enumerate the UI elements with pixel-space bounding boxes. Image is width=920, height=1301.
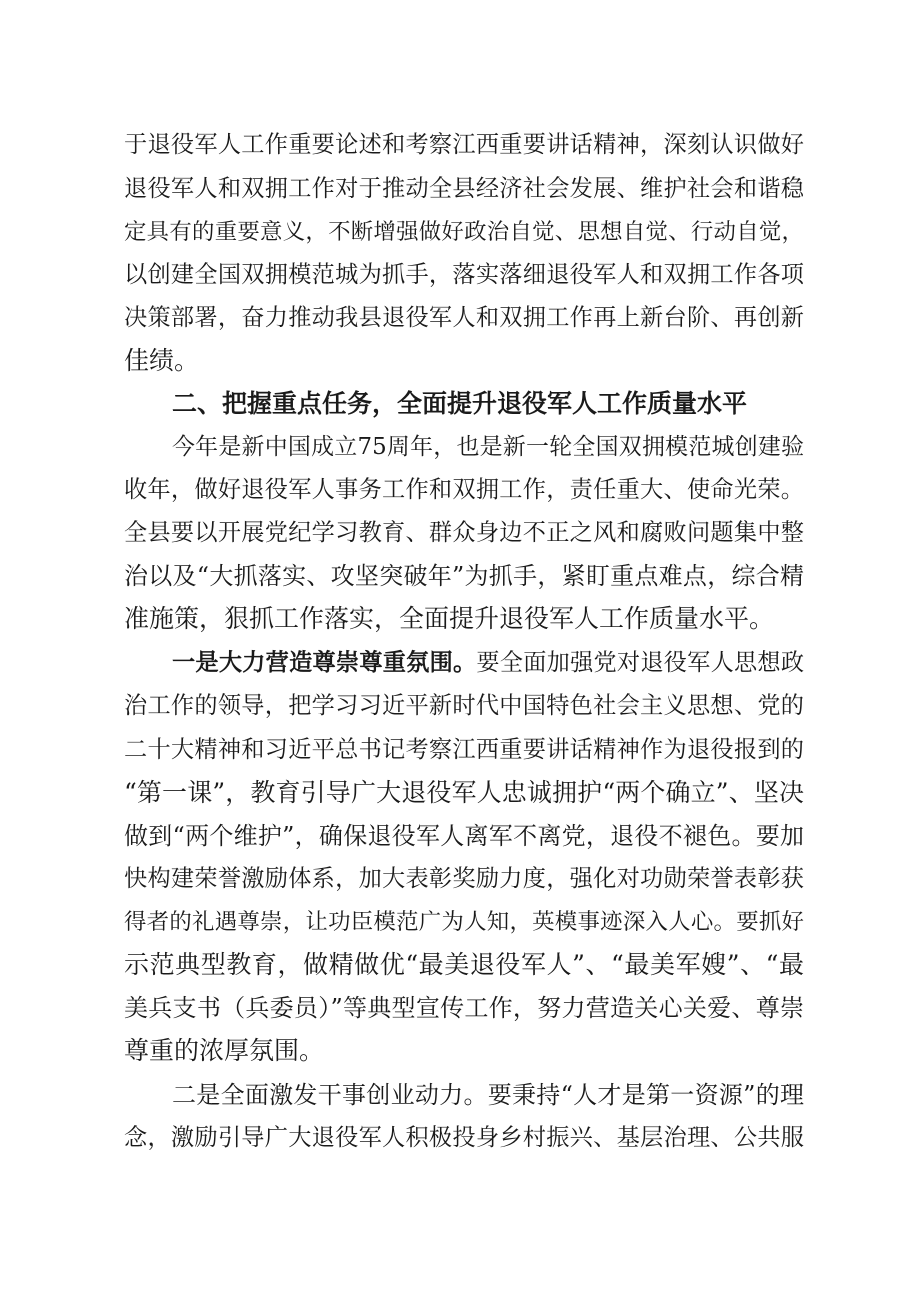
body-line: 示范典型教育，做精做优“最美退役军人”、“最美军嫂”、“最 <box>124 950 804 979</box>
body-line: 尊重的浓厚氛围。 <box>124 1036 325 1065</box>
paragraph-lead-line <box>172 648 804 678</box>
body-line: 定具有的重要意义，不断增强做好政治自觉、思想自觉、行动自觉， <box>124 219 804 245</box>
body-line: 念，激励引导广大退役军人积极投身乡村振兴、基层治理、公共服 <box>124 1124 804 1151</box>
body-line: “第一课”，教育引导广大退役军人忠诚拥护“两个确立”、坚决 <box>124 778 804 807</box>
body-line: 以创建全国双拥模范城为抓手，落实落细退役军人和双拥工作各项 <box>124 261 804 288</box>
body-line: 退役军人和双拥工作对于推动全县经济社会发展、维护社会和谐稳 <box>124 175 804 202</box>
body-line: 二是全面激发干事创业动力。要秉持“人才是第一资源”的理 <box>172 1081 804 1109</box>
body-line: 得者的礼遇尊崇，让功臣模范广为人知，英模事迹深入人心。要抓好 <box>124 909 804 935</box>
body-line: 治工作的领导，把学习习近平新时代中国特色社会主义思想、党的 <box>124 692 804 719</box>
body-line: 全县要以开展党纪学习教育、群众身边不正之风和腐败问题集中整 <box>124 519 804 546</box>
body-line: 快构建荣誉激励体系，加大表彰奖励力度，强化对功勋荣誉表彰获 <box>124 865 804 892</box>
paragraph-lead: 一是大力营造尊崇尊重氛围。 <box>172 649 477 676</box>
body-line: 做到“两个维护”，确保退役军人离军不离党，退役不褪色。要加 <box>124 822 804 850</box>
body-line: 治以及“大抓落实、攻坚突破年”为抓手，紧盯重点难点，综合精 <box>124 562 804 590</box>
body-line: 今年是新中国成立75周年，也是新一轮全国双拥模范城创建验 <box>172 434 804 460</box>
body-line: 佳绩。 <box>124 346 200 375</box>
body-line: 收年，做好退役军人事务工作和双拥工作，责任重大、使命光荣。 <box>124 476 804 503</box>
body-line: 美兵支书（兵委员）”等典型宣传工作，努力营造关心关爱、尊崇 <box>124 994 804 1022</box>
body-text: 要全面加强党对退役军人思想政 <box>476 649 804 676</box>
body-line: 二十大精神和习近平总书记考察江西重要讲话精神作为退役报到的 <box>124 736 804 763</box>
body-line: 决策部署，奋力推动我县退役军人和双拥工作再上新台阶、再创新 <box>124 304 804 331</box>
section-heading: 二、把握重点任务，全面提升退役军人工作质量水平 <box>172 389 748 418</box>
body-line: 准施策，狠抓工作落实，全面提升退役军人工作质量水平。 <box>124 604 775 633</box>
body-line: 于退役军人工作重要论述和考察江西重要讲话精神，深刻认识做好 <box>124 131 804 158</box>
